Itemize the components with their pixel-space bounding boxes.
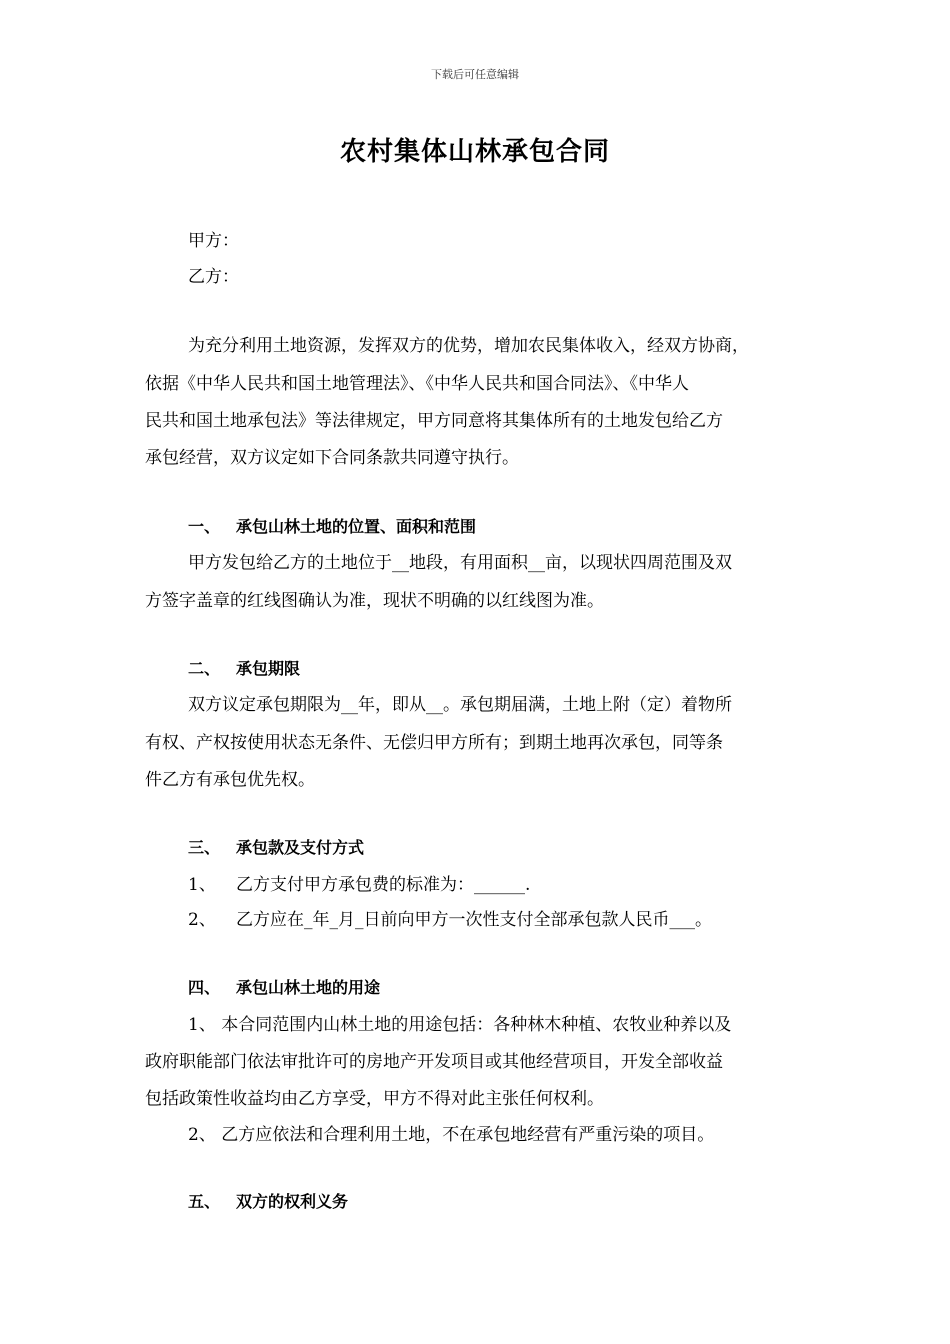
intro-line-3: 民共和国土地承包法》等法律规定，甲方同意将其集体所有的土地发包给乙方 <box>145 411 723 431</box>
section-3-item-1-number: 1、 <box>188 875 216 895</box>
section-3-item-2-number: 2、 <box>188 910 216 930</box>
section-4-title: 承包山林土地的用途 <box>236 978 381 997</box>
section-4-heading <box>188 975 380 998</box>
section-3-item-2 <box>188 905 712 930</box>
section-2-title: 承包期限 <box>236 659 301 678</box>
section-3-item-1-text: 乙方支付甲方承包费的标准为：______. <box>236 875 531 895</box>
section-3-title: 承包款及支付方式 <box>236 838 365 857</box>
party-a-label: 甲方： <box>188 231 239 251</box>
section-2-line-1: 双方议定承包期限为__年，即从__。承包期届满，土地上附（定）着物所 <box>188 695 732 715</box>
section-4-line-2: 政府职能部门依法审批许可的房地产开发项目或其他经营项目，开发全部收益 <box>145 1052 723 1072</box>
document-title: 农村集体山林承包合同 <box>339 137 610 167</box>
section-4-number: 四、 <box>188 978 221 997</box>
section-2-heading <box>188 656 300 679</box>
section-2-line-2: 有权、产权按使用状态无条件、无偿归甲方所有；到期土地再次承包，同等条 <box>145 733 723 753</box>
section-5-number: 五、 <box>188 1192 221 1211</box>
intro-line-2: 依据《中华人民共和国土地管理法》、《中华人民共和国合同法》、《中华人 <box>145 374 689 394</box>
section-1-heading <box>188 514 476 537</box>
section-5-heading <box>188 1189 348 1212</box>
section-2-line-3: 件乙方有承包优先权。 <box>145 770 315 790</box>
header-note: 下载后可任意编辑 <box>431 68 519 81</box>
party-b-label: 乙方： <box>188 267 239 287</box>
intro-line-1: 为充分利用土地资源，发挥双方的优势，增加农民集体收入，经双方协商， <box>188 336 749 356</box>
section-3-item-2-text: 乙方应在_年_月_日前向甲方一次性支付全部承包款人民币___。 <box>236 910 712 930</box>
section-1-number: 一、 <box>188 517 221 536</box>
section-4-line-3: 包括政策性收益均由乙方享受，甲方不得对此主张任何权利。 <box>145 1089 604 1109</box>
section-4-line-4: 2、 乙方应依法和合理利用土地，不在承包地经营有严重污染的项目。 <box>188 1125 715 1145</box>
section-1-line-2: 方签字盖章的红线图确认为准，现状不明确的以红线图为准。 <box>145 591 604 611</box>
section-3-number: 三、 <box>188 838 221 857</box>
section-3-item-1 <box>188 870 530 895</box>
intro-line-4: 承包经营，双方议定如下合同条款共同遵守执行。 <box>145 448 519 468</box>
section-2-number: 二、 <box>188 659 221 678</box>
section-1-line-1: 甲方发包给乙方的土地位于__地段，有用面积__亩，以现状四周范围及双 <box>188 553 732 573</box>
section-3-heading <box>188 835 364 858</box>
section-5-title: 双方的权利义务 <box>236 1192 349 1211</box>
section-4-line-1: 1、 本合同范围内山林土地的用途包括：各种林木种植、农牧业种养以及 <box>188 1015 732 1035</box>
section-1-title: 承包山林土地的位置、面积和范围 <box>236 517 477 536</box>
